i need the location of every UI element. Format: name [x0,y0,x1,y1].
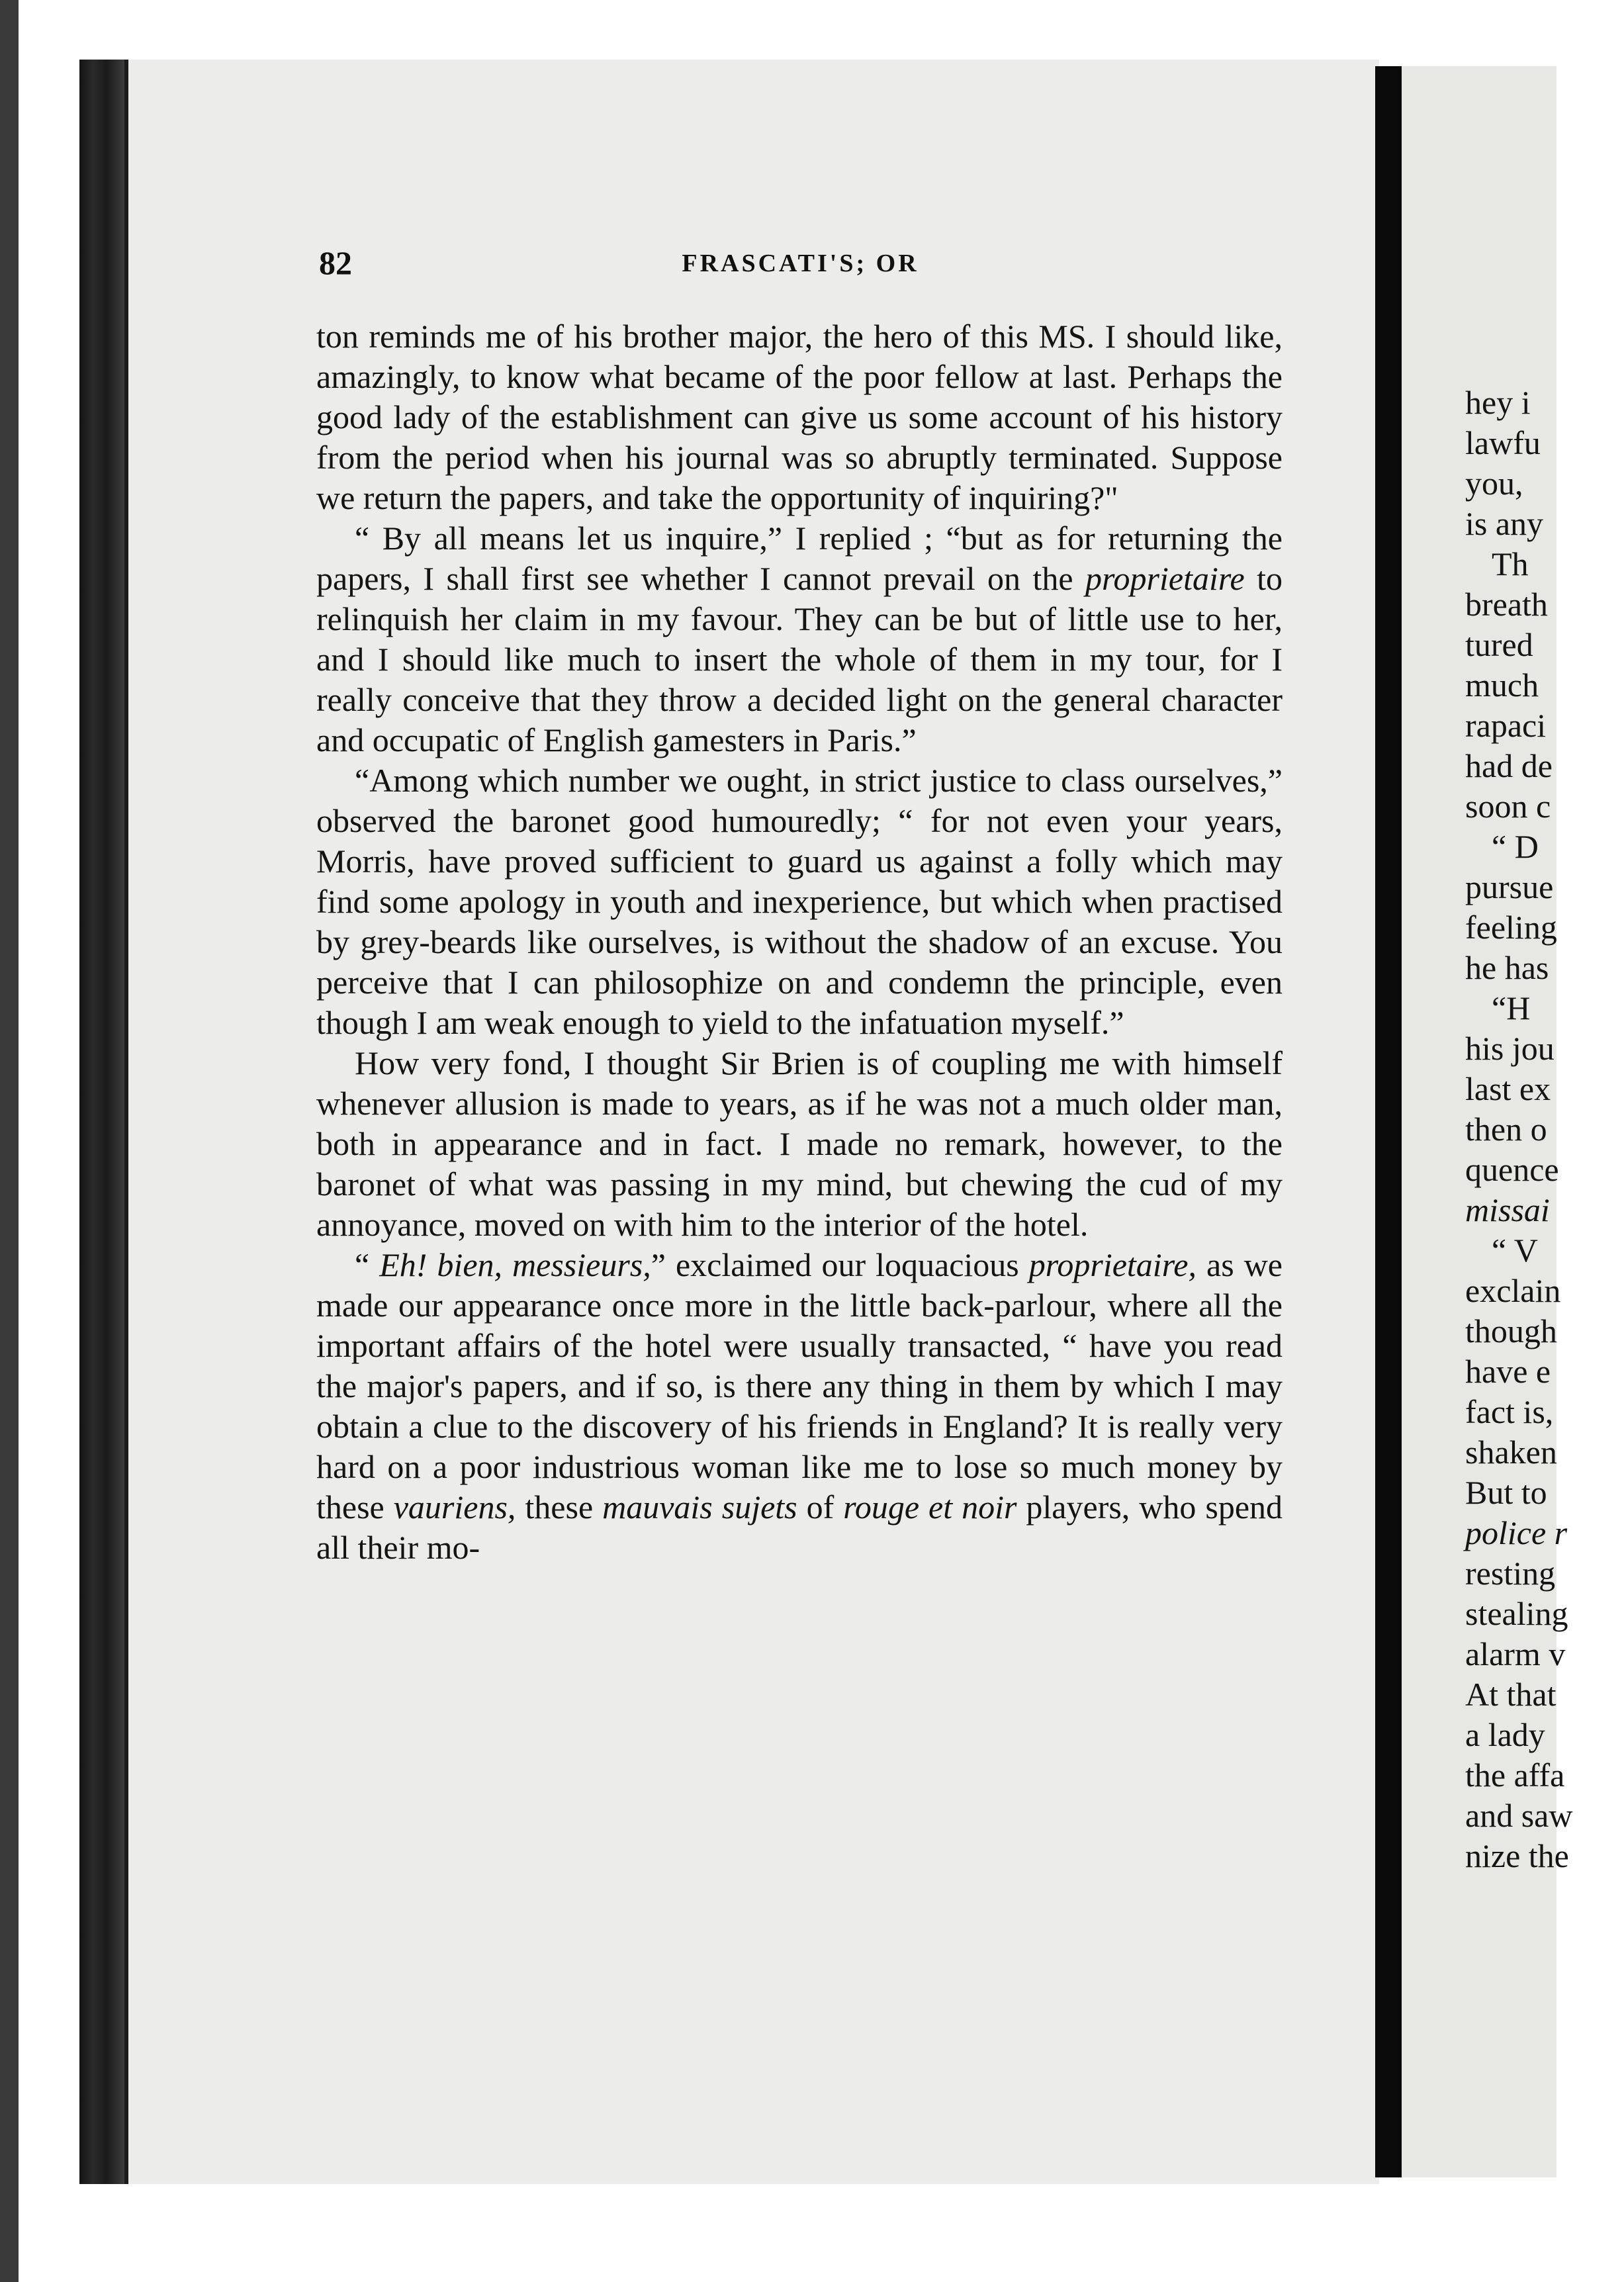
emphasis: Eh! bien, messieurs, [379,1246,651,1283]
facing-page-line: “ V [1492,1232,1538,1269]
facing-page-line: nize the [1465,1837,1569,1874]
facing-page-line: the affa [1465,1757,1565,1794]
facing-page-line: “ D [1492,828,1539,865]
facing-page-line: pursue [1465,868,1554,905]
facing-page [1402,66,1573,2177]
emphasis: vauriens, [393,1488,516,1526]
facing-page-line: feeling [1465,909,1557,946]
facing-page-line: police r [1465,1514,1568,1551]
running-head [319,244,1282,283]
scan-bottom-margin [79,2184,1556,2282]
page-number: 82 [319,244,352,281]
facing-page-line: stealing [1465,1595,1568,1632]
facing-page-line: fact is, [1465,1393,1554,1430]
facing-page-line: his jou [1465,1030,1555,1067]
facing-page-line: exclain [1465,1272,1561,1309]
facing-page-line: But to [1465,1474,1547,1511]
facing-page-line: he has [1465,949,1549,986]
emphasis: mauvais sujets [602,1488,797,1526]
left-page-edge-shadow [79,60,124,2184]
facing-page-line: “H [1492,989,1531,1027]
facing-page-line: though [1465,1312,1557,1349]
emphasis: rouge et noir [843,1488,1017,1526]
facing-page-line: resting [1465,1555,1556,1592]
facing-page-line: you, [1465,465,1523,502]
facing-page-line: breath [1465,586,1548,623]
paragraph-1: ton reminds me of his brother major, the hero of this MS. I should like, amazingly, to know what became of the poor fellow at last. Perhaps the good lady of the establishment can give us some account of his history from the period when his journal was so abruptly terminated. Suppose we return the papers, and take the opportunity of inquiring?" [316,318,1283,516]
facing-page-line: quence [1465,1151,1559,1188]
facing-page-line: last ex [1465,1070,1551,1107]
body-text [316,316,1283,1568]
facing-page-line: tured [1465,626,1533,663]
facing-page-line: hey i [1465,384,1531,421]
binding-edge [0,0,19,2282]
facing-page-line: shaken [1465,1434,1557,1471]
facing-page-line: missai [1465,1191,1550,1228]
facing-page-line: is any [1465,505,1544,542]
facing-page-line: rapaci [1465,707,1547,744]
facing-page-line: have e [1465,1353,1551,1390]
paragraph-2: “ By all means let us inquire,” I replied ; “but as for returning the papers, I shall first see whether I cannot prevail on the proprietaire to relinquish her claim in my favour. They can be but of little use to her, and I should like much to insert the whole of them in my tour, for I really conceive that they throw a decided light on the general character and occupatic of English gamesters in Paris.” [316,520,1283,758]
facing-page-line: much [1465,666,1539,704]
facing-page-line: alarm v [1465,1635,1566,1672]
paragraph-4: How very fond, I thought Sir Brien is of coupling me with himself whenever allusion is made to years, as if he was not a much older man, both in appearance and in fact. I made no remark, however, to the baronet of what was passing in my mind, but chewing the cud of my annoyance, moved on with him to the interior of the hotel. [316,1044,1283,1243]
facing-page-line: and saw [1465,1797,1573,1834]
facing-page-line: then o [1465,1111,1547,1148]
facing-page-line: had de [1465,747,1553,784]
facing-page-line: soon c [1465,788,1551,825]
facing-page-line: lawfu [1465,424,1541,461]
emphasis: proprietaire [1085,560,1245,597]
facing-page-text [1465,383,1624,1876]
running-title: FRASCATI'S; OR [682,250,919,277]
facing-page-line: At that [1465,1676,1556,1713]
facing-page-line: Th [1492,545,1529,582]
facing-page-line: a lady [1465,1716,1545,1753]
paragraph-3: “Among which number we ought, in strict justice to class ourselves,” observed the baronet good humouredly; “ for not even your years, Morris, have proved sufficient to guard us against a folly which may find some apology in youth and inexperience, but which when practised by grey-beards like ourselves, is without the shadow of an excuse. You perceive that I can philosophize on and condemn the principle, even though I am weak enough to yield to the infatuation myself.” [316,762,1283,1041]
paragraph-5: “ Eh! bien, messieurs,” exclaimed our loquacious proprietaire, as we made our appearance once more in the little back-parlour, where all the important affairs of the hotel were usually transacted, “ have you read the major's papers, and if so, is there any thing in them by which I may obtain a clue to the discovery of his friends in England? It is really very hard on a poor industrious woman like me to lose so much money by these vauriens, these mauvais sujets of rouge et noir players, who spend all their mo- [316,1246,1283,1566]
gutter [1375,66,1402,2177]
emphasis: proprietaire, [1028,1246,1196,1283]
